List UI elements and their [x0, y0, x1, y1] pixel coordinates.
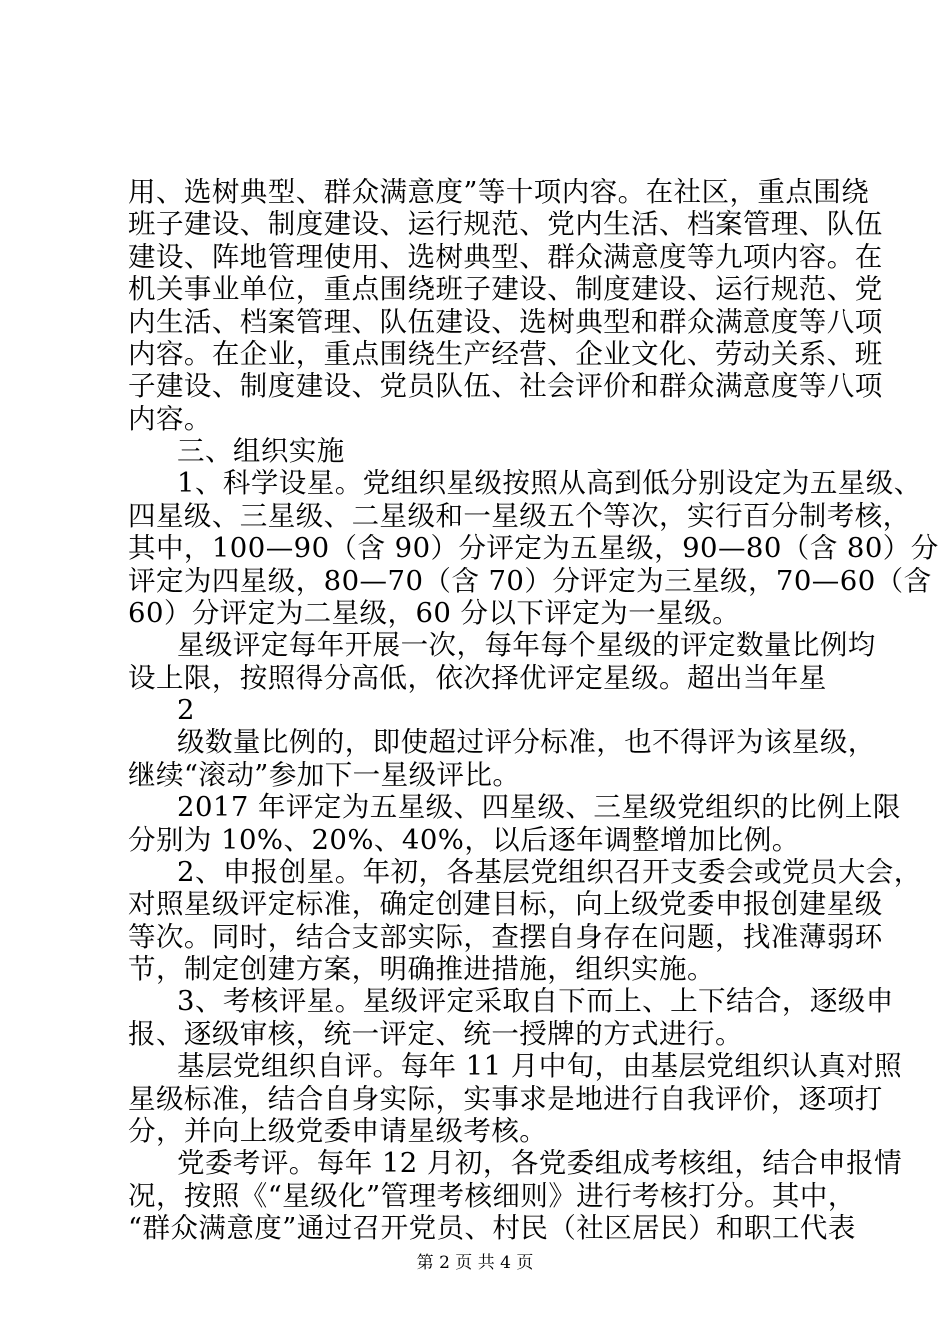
text-line: 内容。在企业，重点围绕生产经营、企业文化、劳动关系、班 — [128, 338, 883, 370]
text-line: 星级标准，结合自身实际，实事求是地进行自我评价，逐项打 — [128, 1083, 883, 1115]
text-line: 继续“滚动”参加下一星级评比。 — [128, 759, 521, 791]
text-line: 设上限，按照得分高低，依次择优评定星级。超出当年星 — [128, 662, 827, 694]
text-line: 内生活、档案管理、队伍建设、选树典型和群众满意度等八项 — [128, 306, 883, 338]
text-line: 况，按照《“星级化”管理考核细则》进行考核打分。其中， — [128, 1180, 856, 1212]
text-line: 子建设、制度建设、党员队伍、社会评价和群众满意度等八项 — [128, 370, 883, 402]
page-footer: 第 2 页 共 4 页 — [416, 1253, 534, 1273]
text-line: 建设、阵地管理使用、选树典型、群众满意度等九项内容。在 — [128, 241, 883, 273]
text-line: 班子建设、制度建设、运行规范、党内生活、档案管理、队伍 — [128, 208, 883, 240]
text-line: 1、科学设星。党组织星级按照从高到低分别设定为五星级、 — [177, 467, 922, 499]
text-line: 分，并向上级党委申请星级考核。 — [128, 1115, 548, 1147]
text-line: 报、逐级审核，统一评定、统一授牌的方式进行。 — [128, 1018, 743, 1050]
text-line: 基层党组织自评。每年 11 月中旬，由基层党组织认真对照 — [177, 1050, 903, 1082]
text-line: 评定为四星级，80—70（含 70）分评定为三星级，70—60（含 — [128, 565, 932, 597]
text-line: 节，制定创建方案，明确推进措施，组织实施。 — [128, 953, 715, 985]
text-line: 对照星级评定标准，确定创建目标，向上级党委申报创建星级 — [128, 888, 883, 920]
text-line: 星级评定每年开展一次，每年每个星级的评定数量比例均 — [177, 629, 876, 661]
text-line: 分别为 10%、20%、40%，以后逐年调整增加比例。 — [128, 824, 800, 856]
text-line: 3、考核评星。星级评定采取自下而上、上下结合，逐级申 — [177, 985, 894, 1017]
text-line: 四星级、三星级、二星级和一星级五个等次，实行百分制考核， — [128, 500, 911, 532]
text-line: 党委考评。每年 12 月初，各党委组成考核组，结合申报情 — [177, 1147, 903, 1179]
text-line: 内容。 — [128, 403, 212, 435]
text-line: “群众满意度”通过召开党员、村民（社区居民）和职工代表 — [128, 1212, 856, 1244]
text-line: 60）分评定为二星级，60 分以下评定为一星级。 — [128, 597, 741, 629]
text-line: 用、选树典型、群众满意度”等十项内容。在社区，重点围绕 — [128, 176, 870, 208]
text-line: 等次。同时，结合支部实际，查摆自身存在问题，找准薄弱环 — [128, 921, 883, 953]
text-line: 2017 年评定为五星级、四星级、三星级党组织的比例上限 — [177, 791, 901, 823]
text-line: 机关事业单位，重点围绕班子建设、制度建设、运行规范、党 — [128, 273, 883, 305]
text-line: 其中，100—90（含 90）分评定为五星级，90—80（含 80）分 — [128, 532, 939, 564]
text-line: 2、申报创星。年初，各基层党组织召开支委会或党员大会， — [177, 856, 922, 888]
text-line: 级数量比例的，即使超过评分标准，也不得评为该星级， — [177, 726, 876, 758]
inline-page-number: 2 — [177, 694, 195, 726]
section-heading: 三、组织实施 — [177, 435, 345, 467]
